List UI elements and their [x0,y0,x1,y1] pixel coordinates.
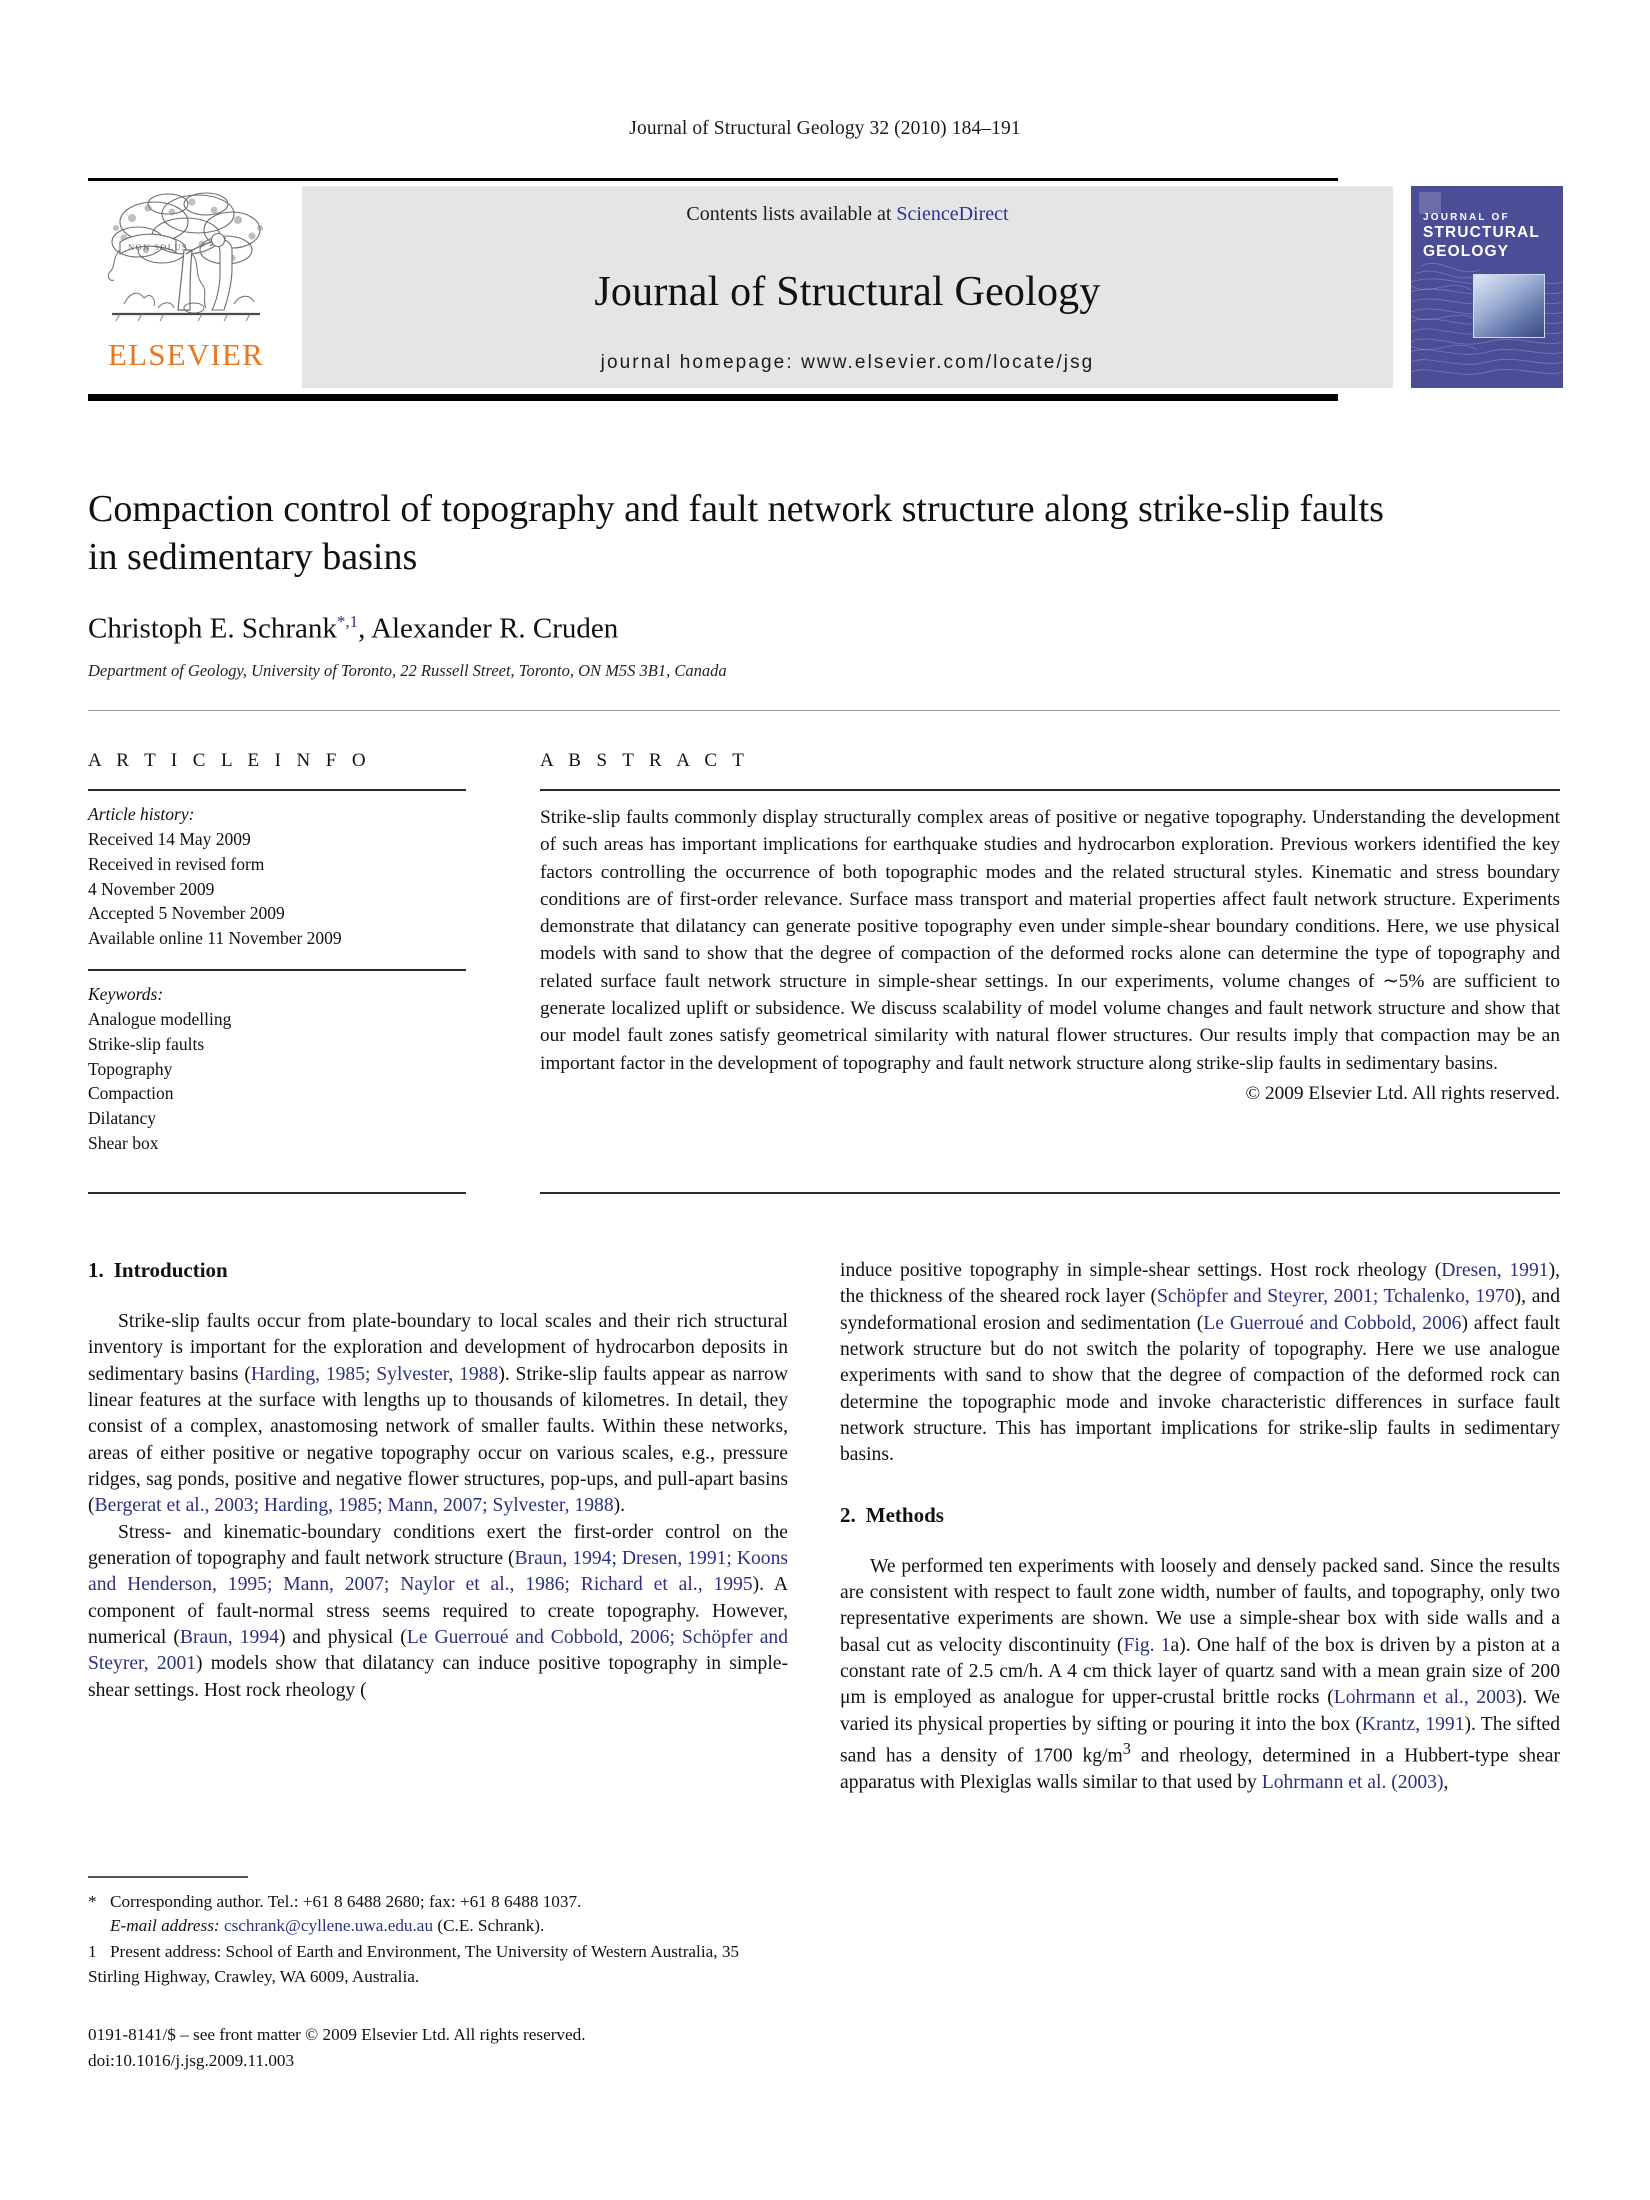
citation-link[interactable]: Lohrmann et al. (2003) [1261,1772,1444,1794]
article-info-heading-rule [88,789,466,791]
footnote-1-marker: * [88,1891,97,1911]
title-block [88,485,1418,681]
author-1: Christoph E. Schrank [88,612,337,645]
abstract-heading: A B S T R A C T [540,750,750,771]
article-info-bottom-rule [88,1192,466,1194]
footnote-2-marker: 1 [88,1942,97,1962]
article-info-heading: A R T I C L E I N F O [88,750,372,771]
intro-p2-e: ), the thickness of the sheared rock layer ( [840,1260,1560,1308]
journal-banner [302,186,1393,388]
cover-title-line2: STRUCTURAL [1423,224,1540,242]
citation-link[interactable]: Le Guerroué and Cobbold, 2006; Schöpfer and Steyrer, 2001 [88,1627,788,1675]
author-list [88,612,1418,646]
methods-p1-d: ). The sifted sand has a density of 1700 kg/m [840,1713,1561,1767]
methods-p1-c: ). We varied its physical properties by sifting or pouring it into the box ( [840,1687,1560,1735]
body-column-left [88,1258,788,1704]
elsevier-tree-icon [102,188,270,336]
cover-title [1423,212,1540,262]
section-number: 1. [88,1258,104,1282]
running-head: Journal of Structural Geology 32 (2010) 184–191 [629,118,1021,139]
info-section-top-rule [88,710,1560,711]
section-number: 2. [840,1502,856,1527]
footnote-1 [88,1890,788,1914]
keywords-rule [88,969,466,971]
imprint-block [88,2022,848,2074]
doi: doi:10.1016/j.jsg.2009.11.003 [88,2050,295,2070]
intro-p2-c: ) and physical ( [278,1627,407,1649]
footnote-rule [88,1876,248,1878]
keyword-item: Dilatancy [88,1108,157,1129]
cover-title-line1: JOURNAL OF [1423,212,1510,223]
intro-p2-b: ). A component of fault-normal stress seems required to create topography. However, numerical ( [88,1574,789,1649]
cover-photo-inset [1473,274,1545,338]
journal-title: Journal of Structural Geology [594,269,1101,315]
sciencedirect-link[interactable]: ScienceDirect [896,203,1009,225]
abstract-column [540,750,1560,1105]
body-column-right [840,1258,1560,1796]
svg-text:NON SOLUS: NON SOLUS [128,242,189,252]
article-history-item: Available online 11 November 2009 [88,928,342,949]
cover-elsevier-mark [1419,192,1441,214]
author-1-marks[interactable]: *,1 [336,611,359,631]
keywords-label: Keywords: [88,984,164,1005]
citation-link[interactable]: Lohrmann et al., 2003 [1333,1687,1516,1709]
article-history-item: 4 November 2009 [88,878,215,899]
citation-link[interactable]: Le Guerroué and Cobbold, 2006 [1203,1312,1462,1334]
author-2: , Alexander R. Cruden [358,612,619,645]
journal-masthead [88,178,1563,401]
intro-p2-a: Stress- and kinematic-boundary conditions exert the first-order control on the generation of topography and fault network structure ( [88,1521,788,1570]
article-history-item: Received 14 May 2009 [88,828,251,849]
journal-cover-thumbnail [1411,186,1563,388]
abstract-text: Strike-slip faults commonly display structurally complex areas of positive or negative topography. Understanding the development of such areas has important implications for earthquake studies and hydrocarbon exploration. Previous workers identified the key factors controlling the occurrence of both topographic modes and the related structural styles. Kinematic and stress boundary conditions are of first-order relevance. Surface mass transport and material properties affect fault network structure. Experiments demonstrate that dilatancy can generate positive topography even under simple-shear boundary conditions. Here, we use physical models with sand to show that the degree of compaction of the deformed rocks alone can determine the type of topography and related surface fault network structure in simple-shear settings. In our experiments, volume changes of ∼5% are sufficient to generate localized uplift or subsidence. We discuss scalability of model volume changes and fault network structure and show that our model fault zones satisfy geometrical similarity with natural flower structures. Our results imply that compaction may be an important factor in the development of topography and fault network structure along strike-slip faults in sedimentary basins. [540,807,1560,1074]
masthead-top-rule [88,178,1338,181]
section-heading-introduction [88,1258,788,1283]
keywords-list [88,982,466,1156]
figure-link[interactable]: Fig. 1 [1123,1634,1171,1656]
email-label: E-mail address: [110,1915,220,1935]
intro-p1-c: ). [613,1495,626,1517]
intro-p2-d-cont: ) models show that dilatancy can induce positive topography in simple-shear settings. Host rock rheology ( [88,1653,789,1701]
keyword-item: Analogue modelling [88,1008,232,1029]
keyword-item: Compaction [88,1083,174,1104]
email-link[interactable]: cschrank@cyllene.uwa.edu.au [223,1915,434,1935]
citation-link[interactable]: Braun, 1994; Dresen, 1991; Koons and Henderson, 1995; Mann, 2007; Naylor et al., 1986; Richard et al., 1995 [88,1548,788,1596]
citation-link[interactable]: Bergerat et al., 2003; Harding, 1985; Mann, 2007; Sylvester, 1988 [94,1495,614,1517]
abstract-copyright: © 2009 Elsevier Ltd. All rights reserved. [1245,1082,1560,1104]
footnotes [88,1876,788,1989]
citation-link[interactable]: Braun, 1994 [179,1627,279,1649]
article-info-column [88,750,466,1156]
footnote-2-text: Present address: School of Earth and Environment, The University of Western Australia, 35 Stirling Highway, Crawley, WA 6009, Australia. [88,1942,740,1986]
intro-p1-a: Strike-slip faults occur from plate-boundary to local scales and their rich structural inventory is important for the exploration and development of hydrocarbon deposits in sedimentary basins ( [88,1311,788,1385]
citation-link[interactable]: Krantz, 1991 [1361,1713,1465,1735]
contents-prefix: Contents lists available at [686,203,897,225]
section-heading-methods [840,1503,1560,1528]
intro-p2-g: ) affect fault network structure but do not switch the polarity of topography. Here we use analogue experiments with sand to show that the degree of compaction of the deformed rock can determine the topographic mode and invoke characteristic differences in surface fault network structure. This has important implications for strike-slip faults in sedimentary basins. [840,1312,1560,1466]
intro-paragraph-2-continued [840,1258,1560,1469]
citation-link[interactable]: Schöpfer and Steyrer, 2001; Tchalenko, 1970 [1156,1286,1515,1308]
affiliation: Department of Geology, University of Toronto, 22 Russell Street, Toronto, ON M5S 3B1, Canada [88,661,727,681]
elsevier-logo [88,186,284,388]
abstract-bottom-rule [540,1192,1560,1194]
intro-p1-b: ). Strike-slip faults appear as narrow linear features at the surface with lengths up to thousands of kilometres. In detail, they consist of a complex, anastomosing network of smaller faults. Within these networks, areas of either positive or negative topography occur on various scales, e.g., pressure ridges, sag ponds, positive and negative flower structures, pop-ups, and pull-apart basins ( [88,1363,788,1517]
methods-p1-e: and rheology, determined in a Hubbert-type shear apparatus with Plexiglas walls similar to that used by [840,1745,1560,1794]
article-history-label: Article history: [88,804,195,824]
section-title: Introduction [113,1258,228,1282]
footnote-2 [88,1940,788,1989]
keyword-item: Strike-slip faults [88,1033,205,1054]
density-exponent: 3 [1122,1739,1131,1759]
abstract-heading-rule [540,789,1560,791]
footnote-1-text: Corresponding author. Tel.: +61 8 6488 2680; fax: +61 8 6488 1037. [110,1891,582,1911]
intro-paragraph-2 [88,1520,788,1704]
intro-paragraph-1 [88,1309,788,1520]
methods-paragraph-1 [840,1554,1560,1797]
citation-link[interactable]: Harding, 1985; Sylvester, 1988 [250,1363,499,1385]
intro-p2-d2: induce positive topography in simple-shear settings. Host rock rheology ( [840,1260,1442,1281]
citation-link[interactable]: Dresen, 1991 [1441,1260,1549,1281]
article-history [88,802,466,951]
methods-p1-b: a). One half of the box is driven by a piston at a constant rate of 2.5 cm/h. A 4 cm thick layer of quartz sand with a mean grain size of 200 μm is employed as analogue for upper-crustal brittle rocks ( [840,1634,1561,1709]
cover-title-line3: GEOLOGY [1423,243,1510,261]
article-history-item: Received in revised form [88,853,265,874]
journal-homepage[interactable]: journal homepage: www.elsevier.com/locate/jsg [600,352,1095,373]
email-suffix: (C.E. Schrank). [433,1915,545,1935]
footnote-1-email-line [88,1914,788,1938]
article-history-item: Accepted 5 November 2009 [88,903,285,924]
methods-p1-f: , [1443,1772,1449,1794]
contents-line [686,203,1008,226]
intro-p2-f: ), and syndeformational erosion and sedimentation ( [840,1286,1560,1334]
page-title: Compaction control of topography and fault network structure along strike-slip faults in sedimentary basins [88,488,1384,579]
masthead-bottom-rule [88,394,1338,401]
methods-p1-a: We performed ten experiments with loosely and densely packed sand. Since the results are consistent with respect to fault zone width, number of faults, and topography, only two representative experiments are shown. We use a simple-shear box with side walls and a basal cut as velocity discontinuity ( [840,1555,1560,1656]
section-title: Methods [865,1502,944,1527]
imprint-front-matter: 0191-8141/$ – see front matter © 2009 Elsevier Ltd. All rights reserved. [88,2025,586,2044]
elsevier-wordmark: ELSEVIER [108,337,264,372]
keyword-item: Shear box [88,1133,159,1154]
keyword-item: Topography [88,1058,173,1079]
